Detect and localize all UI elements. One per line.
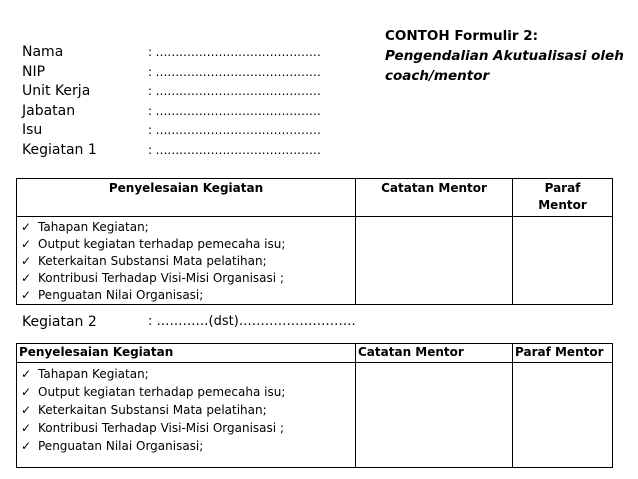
list-item bbox=[21, 270, 355, 287]
checkmark-icon: ✓ bbox=[21, 254, 32, 268]
checkmark-icon: ✓ bbox=[21, 288, 32, 302]
table-row bbox=[17, 363, 613, 468]
list-item bbox=[21, 253, 355, 270]
table-header-row bbox=[17, 179, 613, 217]
list-item-label: Penguatan Nilai Organisasi; bbox=[38, 288, 204, 302]
checklist-cell bbox=[17, 363, 356, 468]
col-paraf-mentor: Paraf Mentor bbox=[513, 344, 613, 363]
list-item-label: Penguatan Nilai Organisasi; bbox=[38, 439, 204, 453]
list-item-label: Kontribusi Terhadap Visi-Misi Organisasi ; bbox=[38, 421, 284, 435]
checklist-cell bbox=[17, 217, 356, 305]
form-subtitle-line2: coach/mentor bbox=[385, 68, 490, 84]
checkmark-icon: ✓ bbox=[21, 237, 32, 251]
list-item-label: Output kegiatan terhadap pemecaha isu; bbox=[38, 237, 286, 251]
field-label: Kegiatan 2 bbox=[22, 314, 97, 330]
paraf-mentor-cell[interactable] bbox=[513, 363, 613, 468]
list-item bbox=[21, 236, 355, 253]
field-label: NIP bbox=[22, 63, 46, 80]
list-item-label: Keterkaitan Substansi Mata pelatihan; bbox=[38, 403, 267, 417]
col-catatan-mentor: Catatan Mentor bbox=[356, 179, 513, 217]
paraf-mentor-cell[interactable] bbox=[513, 217, 613, 305]
table-header-row bbox=[17, 344, 613, 363]
checkmark-icon: ✓ bbox=[21, 220, 32, 234]
kegiatan-1-table bbox=[16, 178, 613, 305]
col-paraf-line1: Paraf bbox=[544, 181, 581, 195]
field-value: : …………………………………… bbox=[148, 142, 321, 157]
catatan-mentor-cell[interactable] bbox=[356, 217, 513, 305]
field-value: : …………………………………… bbox=[148, 103, 321, 118]
field-value: : …………(dst)……………………… bbox=[148, 314, 356, 329]
list-item bbox=[21, 401, 355, 419]
list-item-label: Output kegiatan terhadap pemecaha isu; bbox=[38, 385, 286, 399]
col-penyelesaian-kegiatan: Penyelesaian Kegiatan bbox=[17, 344, 356, 363]
list-item bbox=[21, 219, 355, 236]
table-row bbox=[17, 217, 613, 305]
field-value: : …………………………………… bbox=[148, 64, 321, 79]
col-catatan-mentor: Catatan Mentor bbox=[356, 344, 513, 363]
catatan-mentor-cell[interactable] bbox=[356, 363, 513, 468]
checkmark-icon: ✓ bbox=[21, 367, 32, 381]
field-label: Kegiatan 1 bbox=[22, 141, 97, 158]
list-item-label: Kontribusi Terhadap Visi-Misi Organisasi ; bbox=[38, 271, 284, 285]
col-penyelesaian-kegiatan: Penyelesaian Kegiatan bbox=[17, 179, 356, 217]
col-paraf-line2: Mentor bbox=[538, 198, 587, 212]
field-label: Isu bbox=[22, 122, 43, 139]
field-label: Unit Kerja bbox=[22, 83, 91, 100]
form-header bbox=[385, 26, 624, 86]
list-item bbox=[21, 383, 355, 401]
list-item-label: Tahapan Kegiatan; bbox=[38, 220, 149, 234]
checkmark-icon: ✓ bbox=[21, 439, 32, 453]
form-title: CONTOH Formulir 2: bbox=[385, 28, 539, 44]
checkmark-icon: ✓ bbox=[21, 385, 32, 399]
checkmark-icon: ✓ bbox=[21, 271, 32, 285]
col-paraf-mentor bbox=[513, 179, 613, 217]
list-item-label: Keterkaitan Substansi Mata pelatihan; bbox=[38, 254, 267, 268]
kegiatan-2-table bbox=[16, 343, 613, 468]
form-subtitle-line1: Pengendalian Akutualisasi oleh bbox=[385, 48, 624, 64]
field-value: : …………………………………… bbox=[148, 84, 321, 99]
checklist bbox=[17, 217, 355, 304]
field-label: Jabatan bbox=[22, 102, 76, 119]
list-item-label: Tahapan Kegiatan; bbox=[38, 367, 149, 381]
list-item bbox=[21, 437, 355, 455]
field-label: Nama bbox=[22, 44, 64, 60]
field-value: : …………………………………… bbox=[148, 45, 321, 59]
checkmark-icon: ✓ bbox=[21, 403, 32, 417]
field-value: : …………………………………… bbox=[148, 123, 321, 138]
checkmark-icon: ✓ bbox=[21, 421, 32, 435]
list-item bbox=[21, 287, 355, 304]
list-item bbox=[21, 419, 355, 437]
list-item bbox=[21, 365, 355, 383]
checklist bbox=[17, 363, 355, 455]
